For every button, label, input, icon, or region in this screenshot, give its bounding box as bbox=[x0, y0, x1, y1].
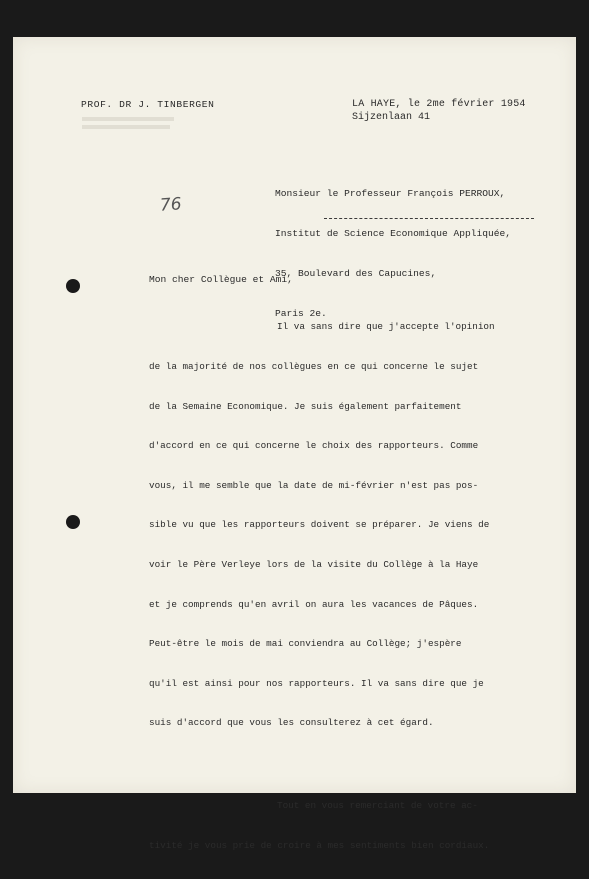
faded-letterhead-mark bbox=[82, 125, 170, 129]
recipient-line: 35, Boulevard des Capucines, bbox=[275, 268, 437, 280]
body-line: sible vu que les rapporteurs doivent se préparer. Je viens de bbox=[149, 519, 490, 531]
punch-hole bbox=[66, 279, 80, 293]
body-line: suis d'accord que vous les consulterez à cet égard. bbox=[149, 717, 434, 729]
body-line: de la Semaine Economique. Je suis également parfaitement bbox=[149, 400, 462, 412]
street-address: Sijzenlaan 41 bbox=[352, 112, 431, 123]
recipient-line: Paris 2e. bbox=[275, 308, 327, 320]
place-date: LA HAYE, le 2me février 1954 bbox=[352, 99, 526, 110]
body-line: tivité je vous prie de croire à mes sentiments bien cordiaux. bbox=[149, 839, 490, 851]
body-line: d'accord en ce qui concerne le choix des rapporteurs. Comme bbox=[149, 440, 479, 452]
punch-hole bbox=[66, 515, 80, 529]
body-line: voir le Père Verleye lors de la visite du Collège à la Haye bbox=[149, 558, 479, 570]
recipient-line: Institut de Science Economique Appliquée, bbox=[275, 228, 512, 240]
body-line: et je comprends qu'en avril on aura les vacances de Pâques. bbox=[149, 598, 479, 610]
body-line: Peut-être le mois de mai conviendra au Collège; j'espère bbox=[149, 638, 462, 650]
letter-page bbox=[13, 37, 576, 851]
body-line: Tout en vous remerciant de votre ac- bbox=[277, 800, 478, 812]
faded-letterhead-mark bbox=[82, 117, 174, 121]
salutation: Mon cher Collègue et Ami, bbox=[149, 274, 293, 285]
handwritten-reference-number: 76 bbox=[159, 194, 183, 216]
body-line: Il va sans dire que j'accepte l'opinion bbox=[277, 321, 495, 333]
body-line: qu'il est ainsi pour nos rapporteurs. Il va sans dire que je bbox=[149, 677, 484, 689]
address-underline bbox=[324, 218, 534, 219]
paragraph-gap bbox=[149, 756, 495, 773]
body-line: de la majorité de nos collègues en ce qui concerne le sujet bbox=[149, 361, 479, 372]
recipient-line: Monsieur le Professeur François PERROUX, bbox=[275, 187, 506, 199]
letter-body bbox=[149, 294, 495, 879]
sender-name: PROF. DR J. TINBERGEN bbox=[81, 99, 215, 110]
body-line: vous, il me semble que la date de mi-février n'est pas pos- bbox=[149, 479, 479, 491]
